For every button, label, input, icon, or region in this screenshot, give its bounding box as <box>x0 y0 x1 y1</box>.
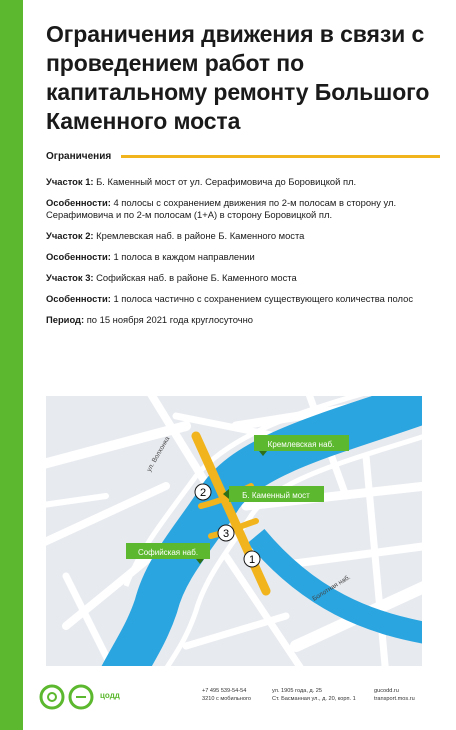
list-item <box>46 176 426 188</box>
marker-3-label: 3 <box>222 528 230 540</box>
marker-2-label: 2 <box>199 487 207 499</box>
logo-text: цодд <box>100 691 120 700</box>
section-label: Ограничения <box>46 150 112 162</box>
section-divider <box>121 155 440 158</box>
list-item <box>46 314 426 326</box>
address-line-2: Ст. Басманная ул., д. 20, корп. 1 <box>272 696 356 702</box>
mobile-number: 3210 с мобильного <box>202 696 252 702</box>
footer-address <box>272 687 356 703</box>
site-link-2[interactable]: transport.mos.ru <box>374 696 415 702</box>
section-header <box>46 149 440 163</box>
list-item <box>46 251 426 263</box>
address-line-1: ул. 1905 года, д. 25 <box>272 688 323 694</box>
marker-1 <box>244 551 260 567</box>
tag-kamenny <box>223 486 324 502</box>
map-svg <box>46 396 422 666</box>
item-label: Особенности: <box>46 251 111 262</box>
item-label: Участок 3: <box>46 272 94 283</box>
green-side-stripe <box>0 0 23 730</box>
item-label: Особенности: <box>46 293 111 304</box>
item-label: Участок 1: <box>46 176 94 187</box>
list-item <box>46 272 426 284</box>
list-item <box>46 230 426 242</box>
footer-phone <box>202 687 251 703</box>
item-text: Софийская наб. в районе Б. Каменного моста <box>96 272 297 283</box>
list-item <box>46 293 426 305</box>
marker-3 <box>218 525 234 541</box>
street-volkhonka: ул. Волхонка <box>145 435 172 473</box>
item-text: Б. Каменный мост от ул. Серафимовича до Боровицкой пл. <box>96 176 357 187</box>
item-label: Особенности: <box>46 197 111 208</box>
tag-sofiyskaya-label: Софийская наб. <box>137 548 199 557</box>
tag-kamenny-label: Б. Каменный мост <box>242 491 310 500</box>
item-label: Участок 2: <box>46 230 94 241</box>
tag-kremlevskaya-label: Кремлевская наб. <box>267 440 335 449</box>
marker-2 <box>195 484 211 500</box>
list-item <box>46 197 426 221</box>
item-text: Кремлевская наб. в районе Б. Каменного моста <box>96 230 305 241</box>
item-text: 1 полоса частично с сохранением существующего количества полос <box>113 293 414 304</box>
codd-logo-icon <box>38 683 96 716</box>
map <box>46 396 422 666</box>
item-text: по 15 ноября 2021 года круглосуточно <box>86 314 254 325</box>
marker-1-label: 1 <box>248 554 256 566</box>
item-text: 4 полосы с сохранением движения по 2-м полосам в сторону ул. Серафимовича и по 2-м полосам (1+А) в сторону Боровицкой пл. <box>46 197 397 220</box>
page-title: Ограничения движения в связи с проведением работ по капитальному ремонту Большого Каменного моста <box>46 21 430 134</box>
item-label: Период: <box>46 314 85 325</box>
restrictions-list <box>46 176 426 335</box>
site-link-1[interactable]: gucodd.ru <box>374 688 399 694</box>
item-text: 1 полоса в каждом направлении <box>113 251 255 262</box>
street-bolotnaya: Болотная наб. <box>311 573 352 603</box>
phone: +7 495 539-54-54 <box>202 688 247 694</box>
footer-sites <box>374 687 415 703</box>
